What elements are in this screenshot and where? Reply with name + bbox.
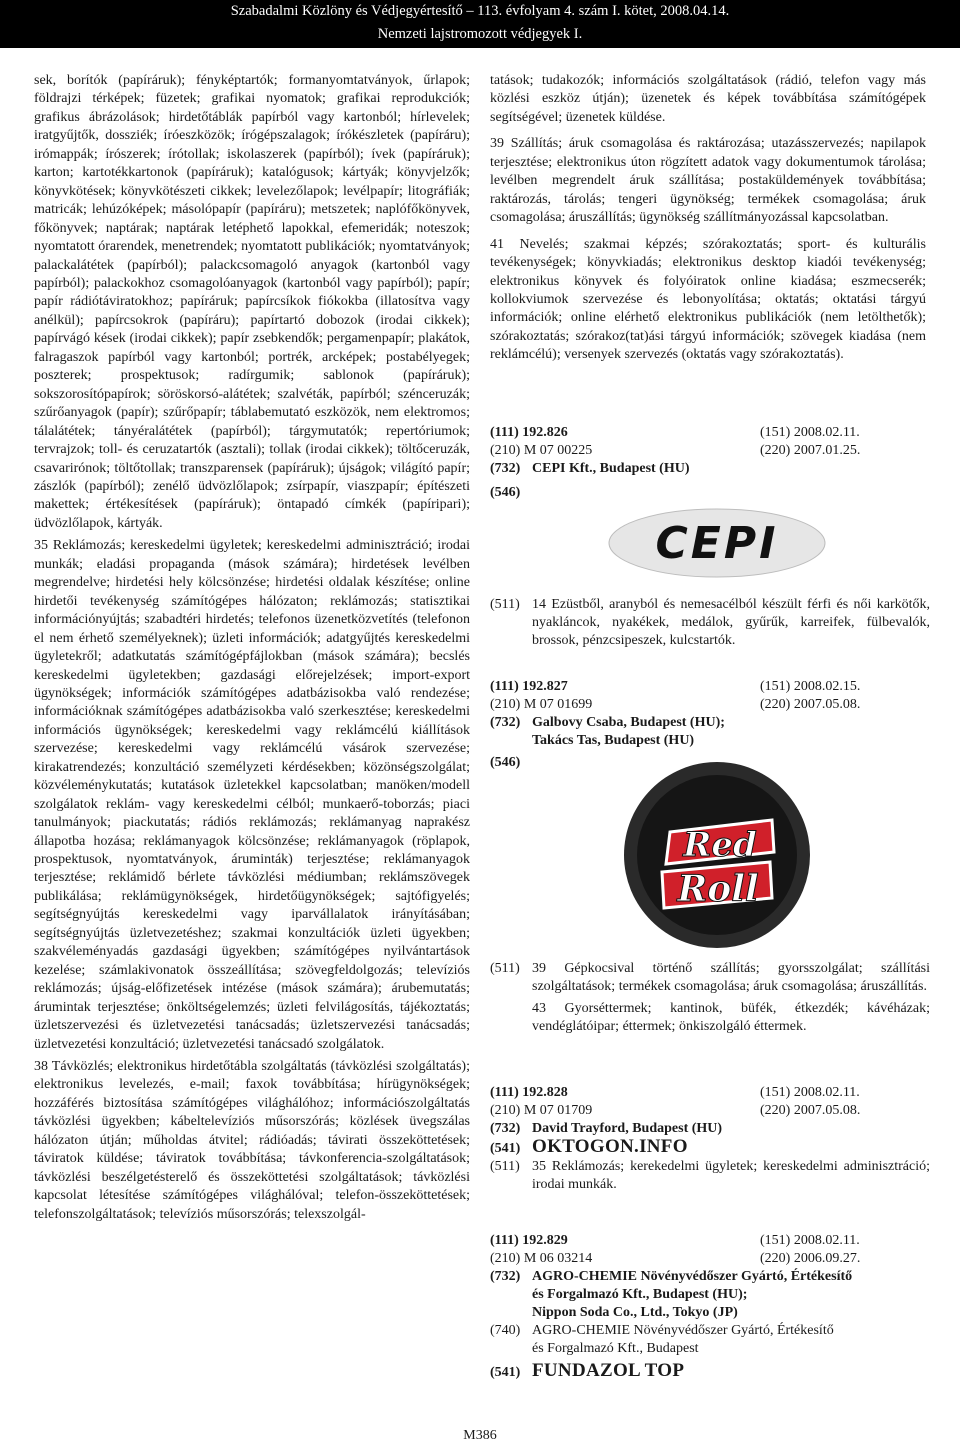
class-43-goods: 43 Gyorséttermek; kantinok, büfék, étkezdék; kávéházak; vendéglátóipar; éttermek; önkiszolgáló éttermek. — [532, 1001, 930, 1034]
red-roll-logo-text-2: Roll — [677, 868, 759, 910]
trademark-entry-192828 — [490, 1084, 930, 1194]
registration-number: (111) 192.827 — [490, 679, 568, 694]
cepi-logo — [608, 508, 826, 578]
registration-date: (151) 2008.02.11. — [760, 1233, 860, 1248]
holder-name-1: AGRO-CHEMIE Növényvédőszer Gyártó, Értékesítő — [532, 1269, 853, 1284]
class-35-goods: 35 Reklámozás; kerekedelmi ügyletek; kereskedelmi adminisztráció; irodai munkák. — [532, 1159, 930, 1192]
holder-code: (732) — [490, 461, 521, 476]
journal-title: Szabadalmi Közlöny és Védjegyértesítő – 113. évfolyam 4. szám I. kötet, 2008.04.14. — [230, 3, 730, 19]
class-38-services: 38 Távközlés; elektronikus hirdetőtábla szolgáltatás (távközlési szolgáltatás); elektronikus levelezés, e-mail; faxok továbbítása; hírügynökségek; hozzáférés biztosítása számítógépes világhálóhoz; információszolgáltatás távközlési ügyekben; kábeltelevíziós műsorszórás; közlések üvegszálas hálózaton útján; műholdas átvitel; rádióadás; távirati összeköttetések; táviratok küldése; táviratok továbbítása; távkonferencia-szolgáltatások; távközlési beszélgetésterelő és összeköttetési szolgáltatások; távközlési kapcsolat létesítése számítógépes világhálóval; telefon-összeköttetések; telefonszolgáltatások; televíziós műsorszórás; telexszolgál- — [34, 1059, 470, 1222]
representative-1: AGRO-CHEMIE Növényvédőszer Gyártó, Értékesítő — [532, 1323, 834, 1338]
mark-image-code: (546) — [490, 755, 521, 770]
application-number: (210) M 07 01699 — [490, 697, 593, 712]
red-roll-logo-text-1: Red — [683, 825, 757, 865]
representative-code: (740) — [490, 1323, 521, 1338]
trademark-entry-192829 — [490, 1232, 930, 1382]
trademark-entry-192826 — [490, 424, 930, 502]
red-roll-logo — [622, 760, 812, 950]
holder-name-3: Nippon Soda Co., Ltd., Tokyo (JP) — [532, 1305, 738, 1320]
classes-code: (511) — [490, 597, 520, 612]
registration-number: (111) 192.829 — [490, 1233, 568, 1248]
holder-name: David Trayford, Budapest (HU) — [532, 1121, 723, 1136]
holder-name-2: és Forgalmazó Kft., Budapest (HU); — [532, 1287, 748, 1302]
holder-code: (732) — [490, 1269, 521, 1284]
goods-services-192827 — [490, 960, 930, 1036]
cepi-logo-text: CEPI — [655, 518, 779, 569]
word-mark: OKTOGON.INFO — [532, 1136, 688, 1157]
class-41-services: 41 Nevelés; szakmai képzés; szórakoztatás; sport- és kulturális tevékenységek; könyvkiadás; elektronikus desktop kiadói tevékenység; elektronikus könyvek és folyóiratok online kiadása; eszmecserék; kollokviumok szervezése és lebonyolítása; oktatás; oktatási tárgyú információk; online elérhető elektronikus publikációk (nem letölthetők); szórakoztatás; szórakoz(tat)ási tárgyú információk; szövegek kiadása (nem reklámcélú); versenyek szervezés (oktatás vagy szórakoztatás). — [490, 236, 926, 363]
mark-image-code: (546) — [490, 485, 521, 500]
right-column — [490, 72, 926, 365]
holder-code: (732) — [490, 715, 521, 730]
holder-name-1: Galbovy Csaba, Budapest (HU); — [532, 715, 725, 730]
holder-name-2: Takács Tas, Budapest (HU) — [532, 733, 695, 748]
class-39-goods: 39 Gépkocsival történő szállítás; gyorsszolgálat; szállítási szolgáltatások; termékek csomagolása; áruk csomagolása; áruszállítás. — [532, 961, 930, 994]
word-mark-code: (541) — [490, 1365, 521, 1380]
holder-code: (732) — [490, 1121, 521, 1136]
filing-date: (220) 2007.01.25. — [760, 443, 861, 458]
class-39-services: 39 Szállítás; áruk csomagolása és raktározása; utazásszervezés; napilapok terjesztése; elektronikus úton rögzített adatok vagy dokumentumok tárolása; levélben megrendelt áruk szállítása; postaküldemények továbbítása; raktározás, tárolás; tengeri ügynökség; termékek csomagolása; áruk csomagolása; áruszállítás; ügynökség szállítmányozással kapcsolatban. — [490, 136, 926, 226]
registration-number: (111) 192.826 — [490, 425, 568, 440]
page-number: M386 — [463, 1428, 497, 1443]
application-number: (210) M 07 00225 — [490, 443, 593, 458]
section-title: Nemzeti lajstromozott védjegyek I. — [377, 26, 583, 42]
word-mark-code: (541) — [490, 1141, 521, 1156]
holder-name: CEPI Kft., Budapest (HU) — [532, 461, 690, 476]
application-number: (210) M 06 03214 — [490, 1251, 593, 1266]
left-column — [34, 72, 470, 1224]
class-35-services: 35 Reklámozás; kereskedelmi ügyletek; kereskedelmi adminisztráció; irodai munkák; eladási propaganda (mások számára); hirdetések levélben megrendelve; hirdetési hely kölcsönzése; hirdetési oldalak készítése; online hirdetői tevékenység számítógépes hálózaton; reklámozás; statisztikai információnyújtás; szabadtéri hirdetés; telefonos üzenetközvetítés (telefonon el nem érhető személyeknek); üzleti információk; adatgyűjtés kereskedelmi ügyletekről; adatkutatás számítógépfájlokban (mások számára); becslés kereskedelmi ügyletekben; gazdasági előrejelzések; import-export ügynökségek; információk számítógépes adatbázisokba való rendezése; információknak számítógépes adatbázisokba való szerkesztése; kereskedelmi információs ügynökségek; kereskedelmi vagy reklámcélú kiállítások szervezése; kereskedelmi vagy reklámcélú vásárok szervezése; kirakatrendezés; konzultáció személyzeti kérdésekben; közönségszolgálat; közvéleménykutatás; kutatások üzletekkel kapcsolatban; manöken/modell szolgálatok reklám- vagy kereskedelmi célból; munkaerő-toborzás; piaci tanulmányok; piackutatás; rádiós reklámozás; reklámanyag naprakész állapotba hozása; reklámanyagok kölcsönzése; reklámanyagok (röplapok, prospektusok, nyomtatványok, áruminták) terjesztése; reklámanyagok terjesztése; reklámidő bérlete távközlési médiumban; reklámszövegek publikálása; reklámügynökségek, hirdetőügynökségek; sajtófigyelés; segítségnyújtás kereskedelmi vagy iparvállalatok irányításában; segítségnyújtás üzletvezetéshez; szakmai konzultációk üzleti ügyekben; szakvéleményadás gazdasági ügyekben; számítógépes nyilvántartások kezelése; számlakivonatok összeállítása; szövegfeldolgozás; televíziós reklámozás; újság-előfizetések intézése (mások számára); árubemutatás; árumintak terjesztése; önköltségelemzés; üzleti felvilágosítás, tájékoztatás; üzletszervezési és üzletvezetési tanácsadás; üzletszervezési tanácsadás; üzletvezetési konzultáció; üzletvezetési tanácsadó szolgálatok. — [34, 538, 470, 1052]
classes-code: (511) — [490, 961, 520, 976]
application-number: (210) M 07 01709 — [490, 1103, 593, 1118]
word-mark: FUNDAZOL TOP — [532, 1360, 685, 1381]
classes-code: (511) — [490, 1159, 520, 1174]
filing-date: (220) 2007.05.08. — [760, 1103, 861, 1118]
class-14-goods: 14 Ezüstből, aranyból és nemesacélból készült férfi és női karkötők, nyakláncok, nyakékek, medálok, gyűrűk, karreifek, fülbevalók, brossok, pénzcsipeszek, kulcstartók. — [532, 597, 930, 648]
filing-date: (220) 2006.09.27. — [760, 1251, 861, 1266]
page-header — [0, 0, 960, 48]
goods-services-192826 — [490, 596, 930, 650]
representative-2: és Forgalmazó Kft., Budapest — [532, 1341, 699, 1356]
registration-number: (111) 192.828 — [490, 1085, 568, 1100]
registration-date: (151) 2008.02.15. — [760, 679, 861, 694]
registration-date: (151) 2008.02.11. — [760, 425, 860, 440]
trademark-entry-192827 — [490, 678, 930, 772]
filing-date: (220) 2007.05.08. — [760, 697, 861, 712]
registration-date: (151) 2008.02.11. — [760, 1085, 860, 1100]
goods-list-continued: sek, borítók (papíráruk); fényképtartók; formanyomtatványok, űrlapok; földrajzi térképek; füzetek; grafikai nyomatok; grafikai reprodukciók; grafikus ábrázolások; hirdetőtáblák papírból vagy kartonból; hírlevelek; iratgyűjtők, dossziék; íróeszközök; írógépszalagok; írókészletek (papíráru); irómappák; írószerek; írótollak; iskolaszerek (papírból); ívek (papíráruk); karton; kartotékkartonok (papíráruk); katalógusok; kártyák; könyvjelzők; könyvkötések; könyvkötészeti cikkek; levelezőlapok; levélpapír; litográfiák; matricák; lehúzóképek; másolópapír (papíráru); metszetek; naplófőkönyvek, főkönyvek; naptárak; naptárak letéphető lapokkal, efemeridák; noteszok; nyomtatott órarendek, menetrendek; nyomtatott publikációk; nyomtatványok; palackalátétek (papírból); palackcsomagoló anyagok (kartonból vagy papírból); palackokhoz csomagolóanyagok (kartonból vagy papírból); papír; papír rádiótáviratokhoz; papíráruk; papírcsíkok fiókokba (illatosítva vagy anélkül); papírcsokrok (papíráru); papírtartó dobozok (irodai cikkek); papírvágó kések (irodai cikkek); papír zsebkendők; pergamenpapír; plakátok, falragaszok papírból vagy kartonból; portrék, arcképek; postabélyegek; poszterek; prospektusok; radírgumik; sablonok (papíráruk); sokszorosítópapírok; söröskorsó-alátétek; szalvéták, papírból; szénceruzák; szűrőanyagok (papír); szűrőpapír; táblabemutató eszközök, nem elektromos; tálalátétek; tányéralátétek (papírból); tárgymutatók; repertóriumok; tervrajzok; toll- és ceruzatartók (asztali); tollak (irodai cikkek); töltőceruzák, csavarirónok; töltőtollak; transzparensek (papíráruk); újságok; világító papír; zászlók (papírból); zenélő üdvözlőlapok; zsírpapír, viaszpapír; építészeti makettek; értékesítések (papíráruk); öntapadó címkék (papíripari); üdvözlőlapok, kártyák. — [34, 73, 470, 531]
class-38-continued: tatások; tudakozók; információs szolgáltatások (rádió, telefon vagy más közlési eszköz útján); üzenetek és képek továbbítása számítógépek segítségével; üzenetek küldése. — [490, 73, 926, 125]
